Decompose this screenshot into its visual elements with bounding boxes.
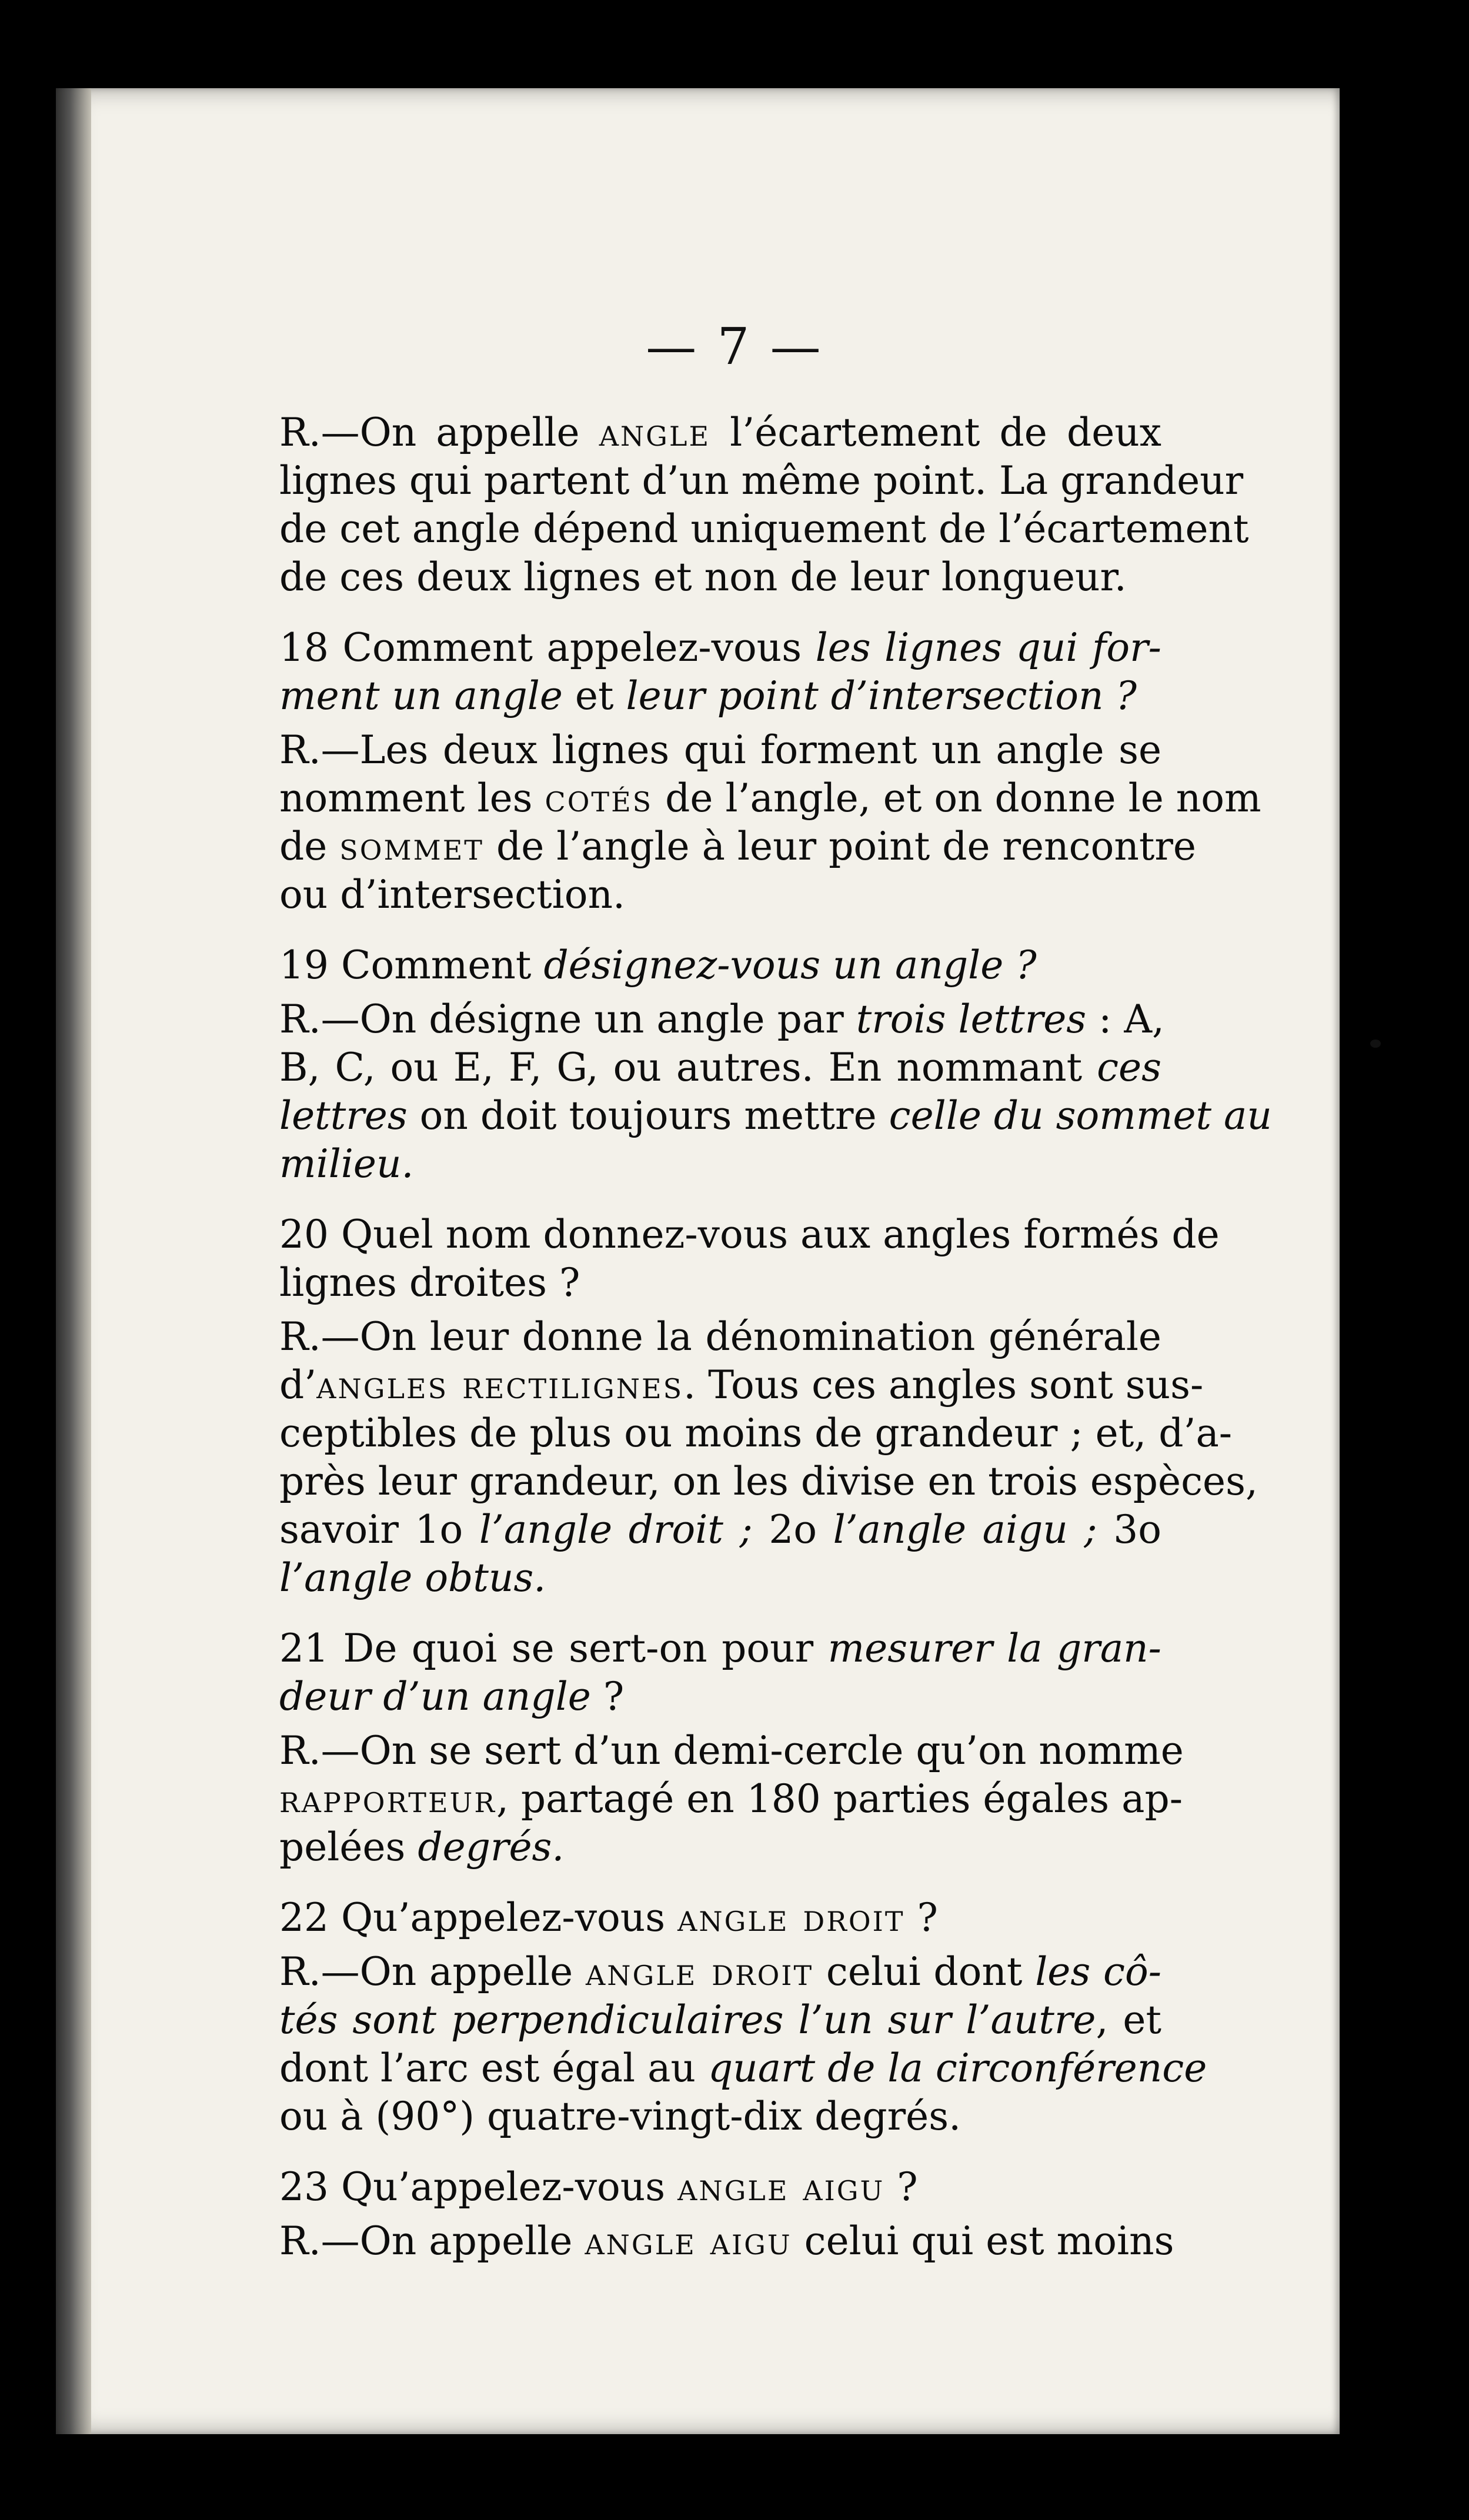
small-caps-term: angle aigu — [677, 2164, 885, 2210]
text-line — [232, 1727, 1184, 1775]
text-run: ceptibles de plus ou moins de grandeur ; et, d’a- — [279, 1411, 1233, 1456]
answer-paragraph — [232, 1948, 1207, 2141]
text-line — [232, 1554, 1161, 1602]
text-line — [232, 1996, 1161, 2044]
page-number: — 7 — — [646, 317, 823, 376]
question-paragraph — [232, 941, 1161, 990]
text-run: de l’angle à leur point de rencontre — [483, 824, 1196, 869]
text-run: pelées — [279, 1824, 418, 1870]
text-line — [232, 774, 1261, 823]
answer-paragraph — [232, 726, 1261, 919]
text-run: ? — [904, 1895, 938, 1940]
text-run: savoir 1o — [279, 1507, 479, 1552]
text-run: près leur grandeur, on les divise en trois espèces, — [279, 1459, 1258, 1504]
text-run: lignes droites ? — [279, 1260, 580, 1305]
small-caps-term: angle aigu — [585, 2218, 792, 2264]
text-run: ou d’intersection. — [279, 872, 625, 917]
small-caps-term: sommet — [339, 824, 484, 869]
italic-run: ces — [1097, 1045, 1161, 1090]
text-line — [232, 1361, 1204, 1409]
text-run: dont l’arc est égal au — [279, 2046, 708, 2091]
italic-run: l’angle obtus. — [279, 1555, 546, 1600]
small-caps-term: rapporteur — [279, 1776, 496, 1822]
italic-run: celle du sommet au — [889, 1093, 1272, 1138]
italic-run: milieu. — [279, 1141, 414, 1187]
text-run: 3o — [1097, 1507, 1161, 1552]
italic-run: l’angle droit ; — [479, 1507, 753, 1552]
small-caps-term: angles rectilignes — [316, 1362, 684, 1408]
text-line — [232, 1506, 1161, 1554]
italic-run: deur d’un angle — [279, 1674, 591, 1719]
answer-paragraph — [232, 995, 1272, 1188]
question-paragraph — [232, 1894, 1161, 1942]
text-line — [232, 871, 1161, 919]
small-caps-term: angle — [599, 410, 711, 455]
question-paragraph — [232, 1625, 1161, 1721]
text-run: celui qui est moins — [792, 2218, 1174, 2264]
text-line — [232, 1625, 1161, 1673]
text-run: et — [562, 673, 626, 718]
text-line — [232, 1775, 1183, 1823]
text-run: de l’angle, et on donne le nom — [653, 776, 1261, 821]
text-run: lignes qui partent d’un même point. La grandeur — [279, 458, 1244, 503]
text-run: de ces deux lignes et non de leur longueur. — [279, 554, 1127, 600]
text-line — [232, 995, 1165, 1044]
text-run: celui dont — [813, 1949, 1036, 1994]
text-run: R.—Les deux lignes qui forment un angle se — [279, 727, 1161, 773]
text-line — [232, 505, 1249, 553]
answer-paragraph — [232, 1727, 1184, 1871]
text-run: B, C, ou E, F, G, ou autres. En nommant — [279, 1045, 1097, 1090]
text-line — [232, 457, 1244, 505]
text-line — [232, 2163, 1161, 2211]
italic-run: degrés. — [418, 1824, 565, 1870]
italic-run: quart de la circonférence — [707, 2046, 1207, 2091]
small-caps-term: cotés — [545, 776, 653, 821]
text-line — [232, 1458, 1258, 1506]
text-run: on doit toujours mettre — [407, 1093, 889, 1138]
italic-run: ment un angle — [279, 673, 563, 718]
text-line — [232, 1259, 1161, 1307]
text-line — [232, 1092, 1272, 1140]
italic-run: l’angle aigu ; — [833, 1507, 1097, 1552]
text-line — [232, 553, 1161, 601]
italic-run: tés sont perpendiculaires l’un sur l’autre — [279, 1997, 1096, 2043]
answer-paragraph — [232, 2217, 1174, 2265]
text-line — [232, 1211, 1220, 1259]
text-line — [232, 1140, 1161, 1188]
answer-paragraph — [232, 409, 1249, 601]
text-run: R.—On appelle — [279, 2218, 585, 2264]
question-paragraph — [232, 624, 1161, 720]
small-caps-term: angle droit — [585, 1949, 814, 1994]
text-line — [232, 726, 1161, 774]
text-run: ? — [884, 2164, 918, 2210]
text-line — [232, 1823, 1161, 1871]
text-run: de — [279, 824, 340, 869]
ink-speck — [1370, 1040, 1381, 1048]
text-run: 2o — [752, 1507, 833, 1552]
text-line — [232, 624, 1161, 672]
text-run: ou à (90°) quatre-vingt-dix degrés. — [279, 2094, 961, 2139]
text-run: l’écartement de deux — [710, 410, 1161, 455]
text-run: 23 Qu’appelez-vous — [279, 2164, 678, 2210]
italic-run: désignez-vous un angle ? — [543, 943, 1037, 988]
text-line — [232, 2217, 1174, 2265]
text-run: 19 Comment — [279, 943, 544, 988]
text-run: R.—On se sert d’un demi-cercle qu’on nomme — [279, 1728, 1184, 1773]
text-line — [232, 1894, 1161, 1942]
text-run: , partagé en 180 parties égales ap- — [496, 1776, 1183, 1822]
text-line — [232, 1409, 1233, 1458]
text-line — [232, 2044, 1207, 2093]
answer-paragraph — [232, 1313, 1258, 1602]
text-line — [232, 1313, 1161, 1361]
text-run: R.—On appelle — [279, 1949, 586, 1994]
text-run: 21 De quoi se sert-on pour — [279, 1626, 828, 1671]
italic-run: les cô- — [1035, 1949, 1161, 1994]
text-run: 22 Qu’appelez-vous — [279, 1895, 678, 1940]
italic-run: les lignes qui for- — [815, 625, 1161, 670]
page-body-text — [232, 409, 1272, 2265]
text-line — [232, 1673, 1161, 1721]
text-line — [232, 672, 1161, 720]
text-run: R.—On appelle — [279, 410, 599, 455]
text-run: R.—On leur donne la dénomination générale — [279, 1314, 1161, 1359]
page-gutter-shadow — [56, 88, 91, 2434]
italic-run: leur point d’intersection ? — [626, 673, 1137, 718]
text-run: ? — [590, 1674, 625, 1719]
text-line — [232, 2093, 1161, 2141]
question-paragraph — [232, 2163, 1161, 2211]
italic-run: mesurer la gran- — [827, 1626, 1161, 1671]
text-line — [232, 1044, 1161, 1092]
text-run: : A, — [1086, 997, 1165, 1042]
small-caps-term: angle droit — [677, 1895, 905, 1940]
text-line — [232, 409, 1161, 457]
text-line — [232, 941, 1161, 990]
text-run: d’ — [279, 1362, 317, 1408]
text-run: 18 Comment appelez-vous — [279, 625, 816, 670]
text-run: . Tous ces angles sont sus- — [683, 1362, 1204, 1408]
text-run: de cet angle dépend uniquement de l’écartement — [279, 506, 1249, 552]
text-line — [232, 823, 1196, 871]
question-paragraph — [232, 1211, 1220, 1307]
italic-run: trois lettres — [856, 997, 1087, 1042]
text-run: 20 Quel nom donnez-vous aux angles formés de — [279, 1212, 1220, 1257]
text-run: R.—On désigne un angle par — [279, 997, 856, 1042]
text-run: , et — [1096, 1997, 1161, 2043]
italic-run: lettres — [279, 1093, 408, 1138]
text-run: nomment les — [279, 776, 545, 821]
text-line — [232, 1948, 1161, 1996]
